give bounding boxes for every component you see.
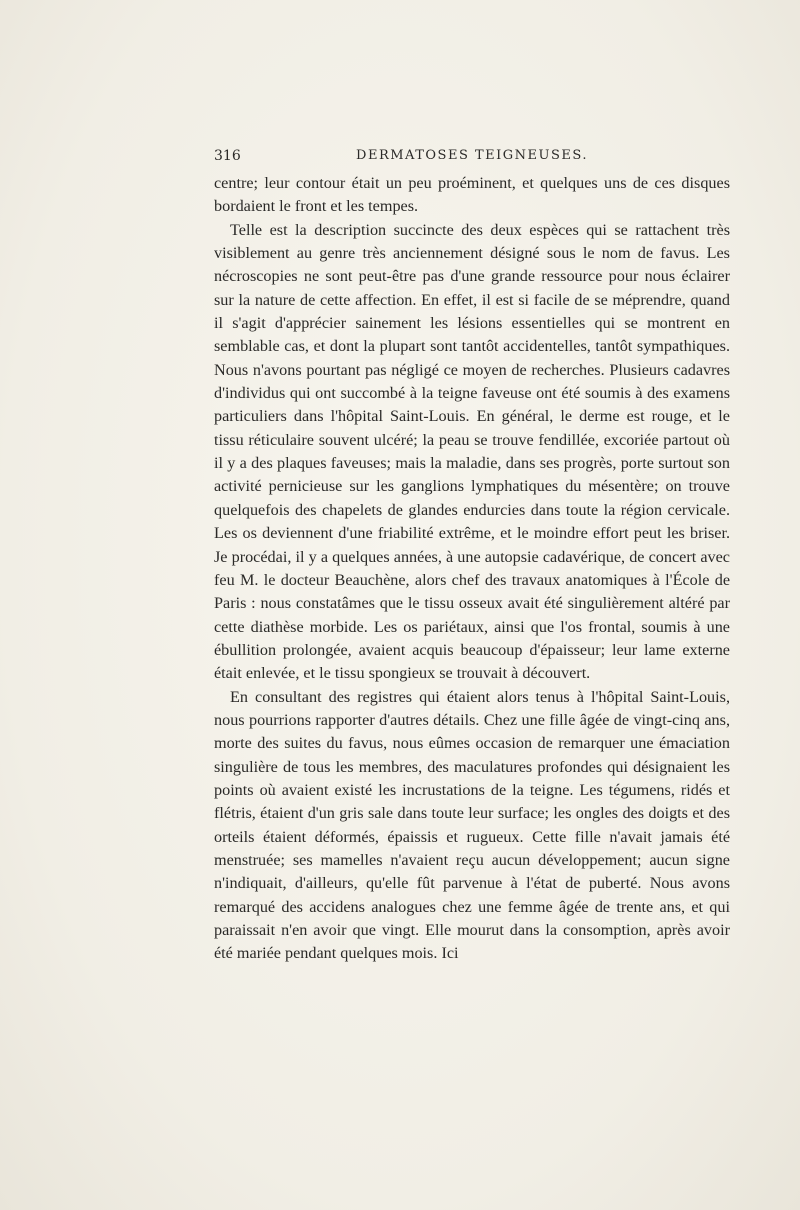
- paragraph-1: centre; leur contour était un peu proéminent, et quelques uns de ces disques bordaient le front et les tempes.: [214, 174, 730, 216]
- body-text: [214, 172, 730, 966]
- paragraph-3: En consultant des registres qui étaient alors tenus à l'hôpital Saint-Louis, nous pourrions rapporter d'autres détails. Chez une fille âgée de vingt-cinq ans, morte des suites du favus, nous eûmes occasion de remarquer une émaciation singulière de tous les membres, des maculatures profondes qui désignaient les points où avaient existé les incrustations de la teigne. Les tégumens, ridés et flétris, étaient d'un gris sale dans toute leur surface; les ongles des doigts et des orteils étaient déformés, épaissis et rugueux. Cette fille n'avait jamais été menstruée; ses mamelles n'avaient reçu aucun développement; aucun signe n'indiquait, d'ailleurs, qu'elle fût parvenue à l'état de puberté. Nous avons remarqué des accidens analogues chez une femme âgée de trente ans, et qui paraissait n'en avoir que vingt. Elle mourut dans la consomption, après avoir été mariée pendant quelques mois. Ici: [214, 687, 730, 963]
- page-number: 316: [214, 148, 241, 164]
- page-header: [214, 148, 730, 170]
- paragraph-2: Telle est la description succincte des deux espèces qui se rattachent très visiblement au genre très anciennement désigné sous le nom de favus. Les nécroscopies ne sont peut-être pas d'une grande ressource pour nous éclairer sur la nature de cette affection. En effet, il est si facile de se méprendre, quand il s'agit d'apprécier sainement les lésions essentielles qui se montrent en semblable cas, et dont la plupart sont tantôt accidentelles, tantôt sympathiques. Nous n'avons pourtant pas négligé ce moyen de recherches. Plusieurs cadavres d'individus qui ont succombé à la teigne faveuse ont été soumis à des examens particuliers dans l'hôpital Saint-Louis. En général, le derme est rouge, et le tissu réticulaire souvent ulcéré; la peau se trouve fendillée, excoriée partout où il y a des plaques faveuses; mais la maladie, dans ses progrès, porte surtout son activité pernicieuse sur les ganglions lymphatiques du mésentère; on trouve quelquefois des chapelets de glandes endurcies dans toute la région cervicale. Les os deviennent d'une friabilité extrême, et le moindre effort peut les briser. Je procédai, il y a quelques années, à une autopsie cadavérique, de concert avec feu M. le docteur Beauchène, alors chef des travaux anatomiques à l'École de Paris : nous constatâmes que le tissu osseux avait été singulièrement altéré par cette diathèse morbide. Les os pariétaux, ainsi que l'os frontal, soumis à une ébullition prolongée, avaient acquis beaucoup d'épaisseur; leur lame externe était enlevée, et le tissu spongieux se trouvait à découvert.: [214, 220, 730, 683]
- running-head: DERMATOSES TEIGNEUSES.: [356, 148, 588, 163]
